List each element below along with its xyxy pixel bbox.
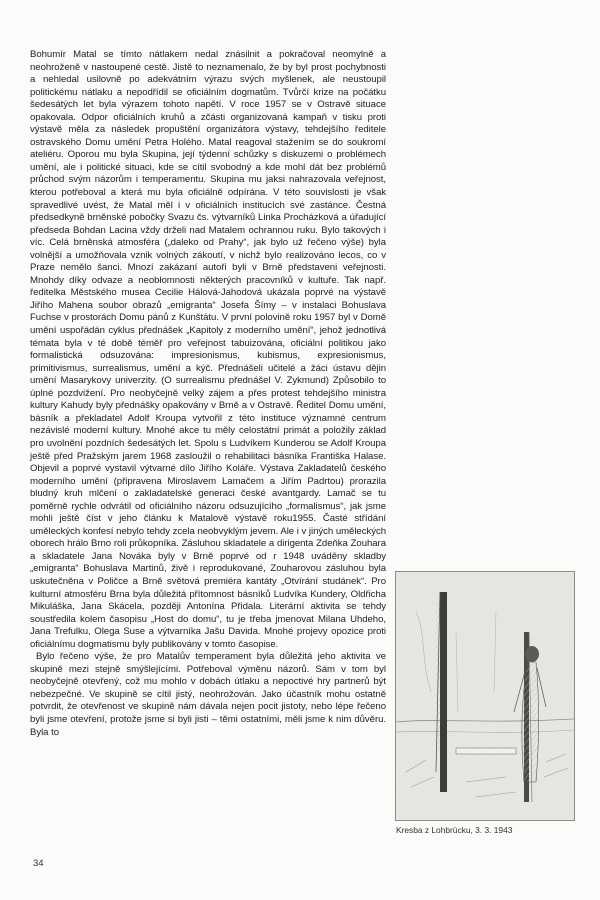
figure-caption: Kresba z Lohbrücku, 3. 3. 1943 (396, 825, 513, 835)
sketch-drawing (396, 572, 574, 820)
paragraph: Bohumír Matal se tímto nátlakem nedal znásilnit a pokračoval neomylně a neohroženě v nastoupené cestě. Jistě to neznamenalo, že by byl prost pochybnosti a nehledal usilovně po adekvátním výrazu svých myšlenek, ale neustoupil politickému nátlaku a nepodřídil se oficiálním dogmatům. Tvůrčí krize na počátku šedesátých let byla výrazem tohoto napětí. V roce 1957 se v Ostravě situace opakovala. Odpor oficiálních kruhů a zčásti organizovaná kampaň v tisku proti výstavě měla za následek propuštění organizátora výstavy, tehdejšího ředitele ostravského Domu umění Petra Holého. Matal reagoval stažením se do soukromí ateliéru. Oporou mu byla Skupina, její týdenní schůzky s diskuzemi o problémech umění, ale i politické situaci, kde se cítil svobodný a kde mohl dát bez problémů průchod svým názorům i temperamentu. Skupina mu jaksi nahrazovala veřejnost, kterou potřeboval a která mu byla oficiálně odpírána. V této souvislosti je však spravedlivé uvést, že Matal měl i v oficiálních institucích své zastánce. Čestná předsedkyně brněnské pobočky Svazu čs. výtvarníků Linka Procházková a úřadující předseda Bohdan Lacina vždy drželi nad Matalem ochrannou ruku. Bylo takových i víc. Celá brněnská atmosféra („daleko od Prahy“, jak bylo už řečeno výše) byla volnější a umožňovala vznik volných zákoutí, v nichž bylo realizováno lecos, co v Praze nemělo šanci. Mnozí zakázaní autoři byli v Brně představeni veřejnosti. Mnohdy díky odvaze a neobłomnosti některých pracovníků v kultuře. Tak např. ředitelka Městského musea Cecilie Hálová-Jahodová ukázala poprvé na výstavě Jiřího Mahena soubor obrazů „emigranta“ Josefa Šímy – v instalaci Bohuslava Fuchse v prostorách Domu pánů z Kunštátu. V první polovině roku 1957 byl v Domě umění uspořádán cyklus přednášek „Kapitoly z moderního umění“, jehož jednotlivá témata byla v té době téměř pro veřejnost tabuizována, oficiální politikou jako formalistická odsuzována: impresionismus, kubismus, expresionismus, primitivismus, surrealismus, umění a kýč. Přednášeli učitelé a žáci ústavu dějin umění Masarykovy univerzity. (O surrealismu přednášel V. Zykmund) Způsobilo to úplné pozdvižení. Pro neobyčejně velký zájem a přes protest tehdejšího ministra kultury Kahudy byly přednášky opakovány v Brně a v Ostravě. Ředitel Domu umění, básník a překladatel Adolf Kroupa vytvořil z této instituce významné centrum nezávislé moderní kultury. Mnohé akce tu měly celostátní primát a položily základ pro uvolnění pozdních šedesátých let. Spolu s Ludvíkem Kunderou se Adolf Kroupa ještě před Pražským jarem 1968 zasloužil o rehabilitaci básníka Františka Halase. Objevil a poprvé vystavil výtvarné dílo Jiřího Koláře. Výstava Zakladatelů českého moderního umění (připravena Miroslavem Lamačem a Jiřím Padrtou) prorazila bludný kruh mlčení o zakladatelské generaci české avantgardy. Lamač se tu poměrně rychle odvrátil od oficiálního názoru odsuzujícího „formalismus“, jak jsme mohli ještě číst v jeho článku k Matalově výstavě roku1955. Časté střídání uměleckých konfesí nebylo tehdy zcela neobvyklým jevem. Ale i v jiných uměleckých oborech hrálo Brno roli průkopníka. Zásluhou skladatele a dirigenta Zdeňka Zouhara a skladatele Jana Nováka byly v Brně poprvé od r 1948 uváděny skladby „emigranta“ Bohuslava Martinů, živě i reprodukované, Zouharovou zásluhou byla uskutečněna v Poličce a Brně světová premiéra kantáty „Otvírání studánek“. Pro kulturní atmosféru Brna byla důležitá přítomnost básníků Ludvíka Kundery, Oldřicha Mikuláška, Jana Skácela, později Antonína Přidala. Literární aktivita se tehdy soustředila kolem časopisu „Host do domu“, tu je třeba jmenovat Milana Uhdeho, Jana Trefulku, Olega Suse a výtvarníka Jašu Davida. Mnohé projevy opozice proti oficiálnímu dogmatismu byly publikovány v tomto časopise. (30, 49, 386, 650)
page-number: 34 (33, 858, 44, 869)
paragraph: Bylo řečeno výše, že pro Matalův temperament byla důležitá jeho aktivita ve skupině mezi stejně smýšlejícími. Potřeboval výměnu názorů. Sám v tom byl neobyčejně otevřený, což mu mohlo v dobách útlaku a nepoctivé hry partnerů být nebezpečné. Ve skupině se cítil jistý, neohrožován. Jako účastník mohu ostatně potvrdit, že otevřenost ve skupině nám dávala nejen pocit jistoty, nebo lépe řečeno byli jsme otevření, protože jsme si byli jisti – těmi ostatními, měli jsme k nim důvěru. Byla to (30, 651, 386, 738)
body-text (30, 49, 386, 739)
drawing-illustration (395, 571, 575, 821)
